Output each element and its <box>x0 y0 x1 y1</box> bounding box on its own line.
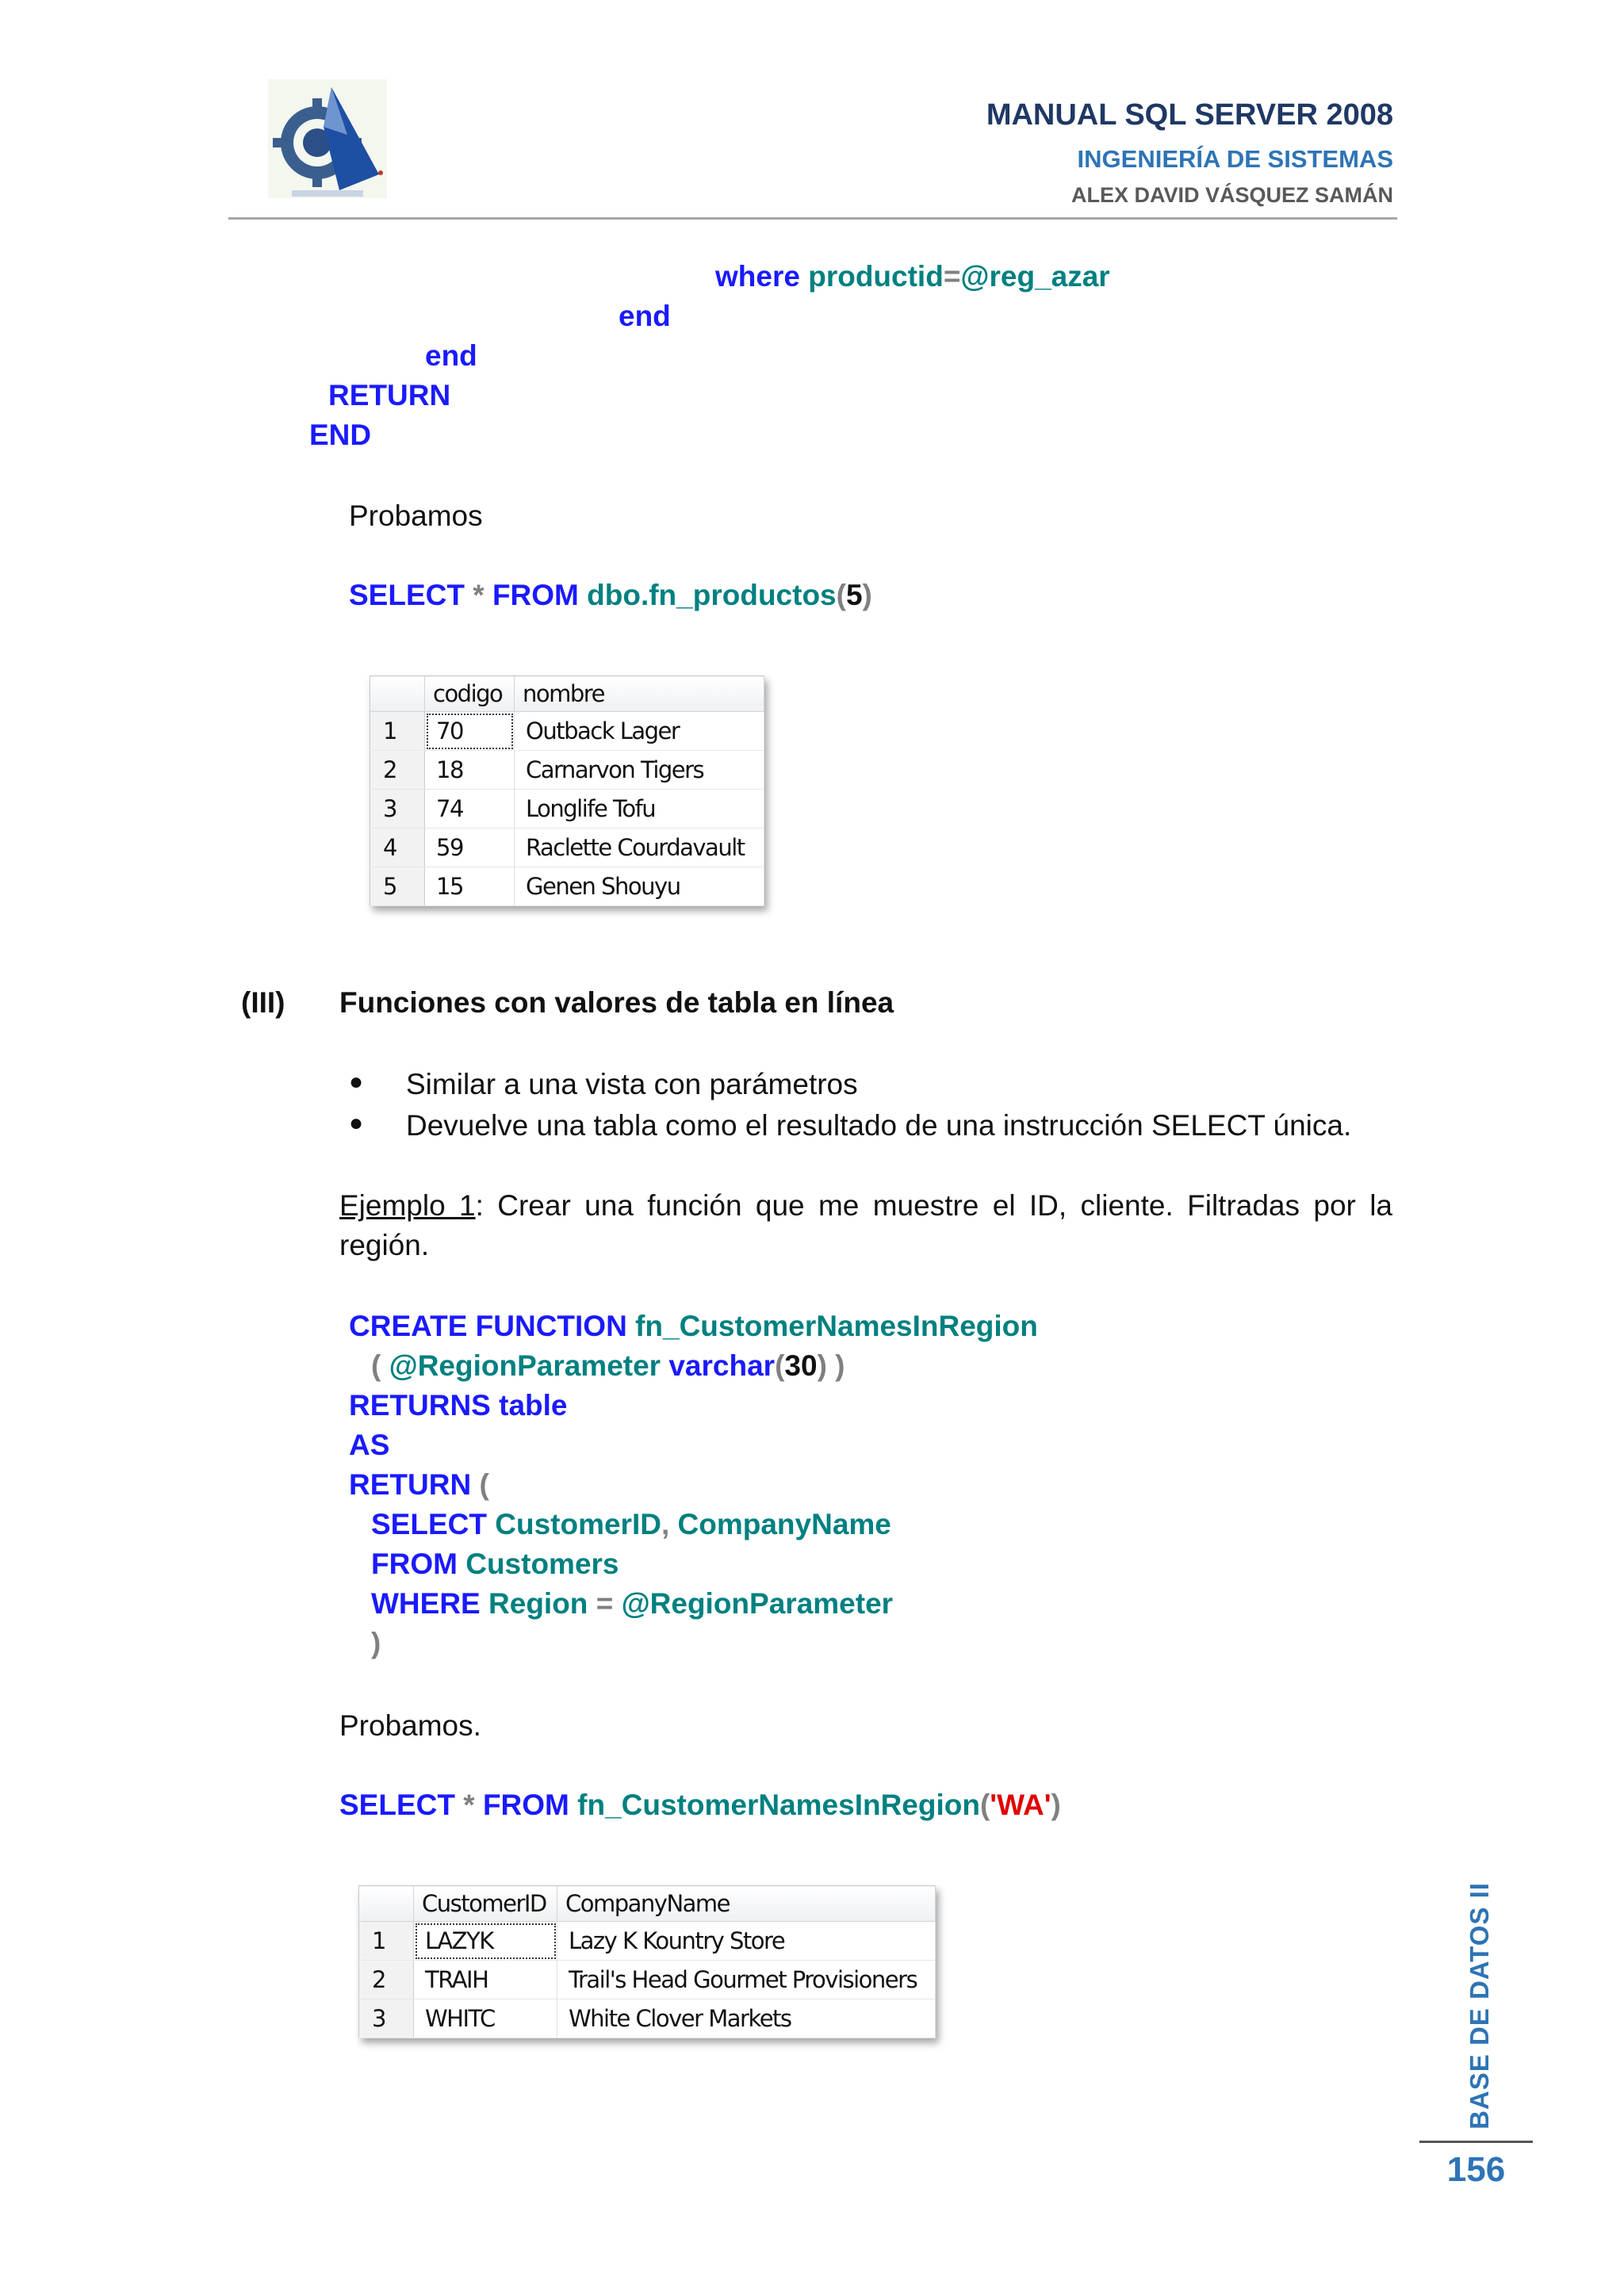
table-row <box>359 1999 936 2038</box>
row-number-header <box>359 1886 414 1922</box>
header-divider <box>228 217 1397 220</box>
code-return-line: RETURN <box>328 379 451 411</box>
code-select-line: SELECT CustomerID, CompanyName <box>371 1508 891 1540</box>
table-row <box>370 867 764 906</box>
cell: 15 <box>425 867 515 906</box>
section-number: (III) <box>241 986 285 1019</box>
code-create-function: CREATE FUNCTION fn_CustomerNamesInRegion <box>349 1310 1038 1342</box>
bullet-item: Devuelve una tabla como el resultado de una instrucción SELECT única. <box>406 1109 1352 1142</box>
cell: Raclette Courdavault <box>515 828 764 867</box>
code-end-line: end <box>425 339 477 372</box>
row-number: 3 <box>359 1999 414 2038</box>
vertical-course-label <box>1448 1882 1511 2130</box>
cell: 74 <box>425 790 515 828</box>
query-line: SELECT * FROM fn_CustomerNamesInRegion('WA') <box>339 1789 1061 1821</box>
course-name: BASE DE DATOS II <box>1465 1882 1494 2130</box>
cell: 18 <box>425 751 515 790</box>
cell: WHITC <box>414 1999 557 2038</box>
row-number: 2 <box>359 1961 414 1999</box>
table-row <box>370 828 764 867</box>
column-header: CustomerID <box>414 1886 557 1922</box>
probamos-label: Probamos <box>349 499 483 532</box>
cell: 59 <box>425 828 515 867</box>
bullet-dot: ● <box>349 1069 364 1095</box>
results-grid <box>358 1885 936 2038</box>
cell: Outback Lager <box>515 712 764 751</box>
table-row <box>359 1961 936 1999</box>
column-header: codigo <box>425 676 515 712</box>
row-number: 4 <box>370 828 425 867</box>
row-number: 2 <box>370 751 425 790</box>
code-return-line: RETURN ( <box>349 1468 489 1501</box>
example-label: Ejemplo 1 <box>339 1189 476 1222</box>
results-grid <box>370 675 764 906</box>
bullet-dot: ● <box>349 1110 364 1136</box>
code-end-line: END <box>309 419 372 451</box>
probamos-label: Probamos. <box>339 1709 481 1742</box>
cell: Trail's Head Gourmet Provisioners <box>557 1961 936 1999</box>
cell: Lazy K Kountry Store <box>557 1922 936 1961</box>
table-row <box>370 751 764 790</box>
code-where-line: WHERE Region = @RegionParameter <box>371 1587 894 1620</box>
table-row <box>359 1922 936 1961</box>
code-where-line: where productid=@reg_azar <box>715 260 1110 293</box>
column-header: CompanyName <box>557 1886 936 1922</box>
page-number: 156 <box>1446 2150 1506 2189</box>
code-end-line: end <box>619 300 671 332</box>
cell: Carnarvon Tigers <box>515 751 764 790</box>
cell: LAZYK <box>414 1922 557 1961</box>
table-row <box>370 790 764 828</box>
cell: White Clover Markets <box>557 1999 936 2038</box>
code-as-line: AS <box>349 1429 390 1461</box>
row-number: 1 <box>370 712 425 751</box>
row-number: 1 <box>359 1922 414 1961</box>
institution-logo <box>268 79 387 210</box>
header-subtitle: INGENIERÍA DE SISTEMAS <box>1077 145 1393 173</box>
cell: Longlife Tofu <box>515 790 764 828</box>
row-number: 5 <box>370 867 425 906</box>
example-paragraph <box>339 1186 1392 1265</box>
query-line: SELECT * FROM dbo.fn_productos(5) <box>349 579 872 611</box>
code-from-line: FROM Customers <box>371 1548 619 1580</box>
code-parameter-line: ( @RegionParameter varchar(30) ) <box>371 1349 845 1382</box>
row-number: 3 <box>370 790 425 828</box>
page-number-divider <box>1419 2141 1533 2143</box>
cell: 70 <box>425 712 515 751</box>
example-text: : Crear una función que me muestre el ID, cliente. Filtradas por la región. <box>339 1189 1392 1261</box>
header-title: MANUAL SQL SERVER 2008 <box>986 98 1393 132</box>
row-number-header <box>370 676 425 712</box>
code-close-paren: ) <box>371 1627 381 1659</box>
header-author: ALEX DAVID VÁSQUEZ SAMÁN <box>1071 183 1393 207</box>
cell: TRAIH <box>414 1961 557 1999</box>
table-row <box>370 712 764 751</box>
column-header: nombre <box>515 676 764 712</box>
code-returns-line: RETURNS table <box>349 1389 568 1422</box>
cell: Genen Shouyu <box>515 867 764 906</box>
section-title: Funciones con valores de tabla en línea <box>339 986 894 1019</box>
bullet-item: Similar a una vista con parámetros <box>406 1068 858 1100</box>
